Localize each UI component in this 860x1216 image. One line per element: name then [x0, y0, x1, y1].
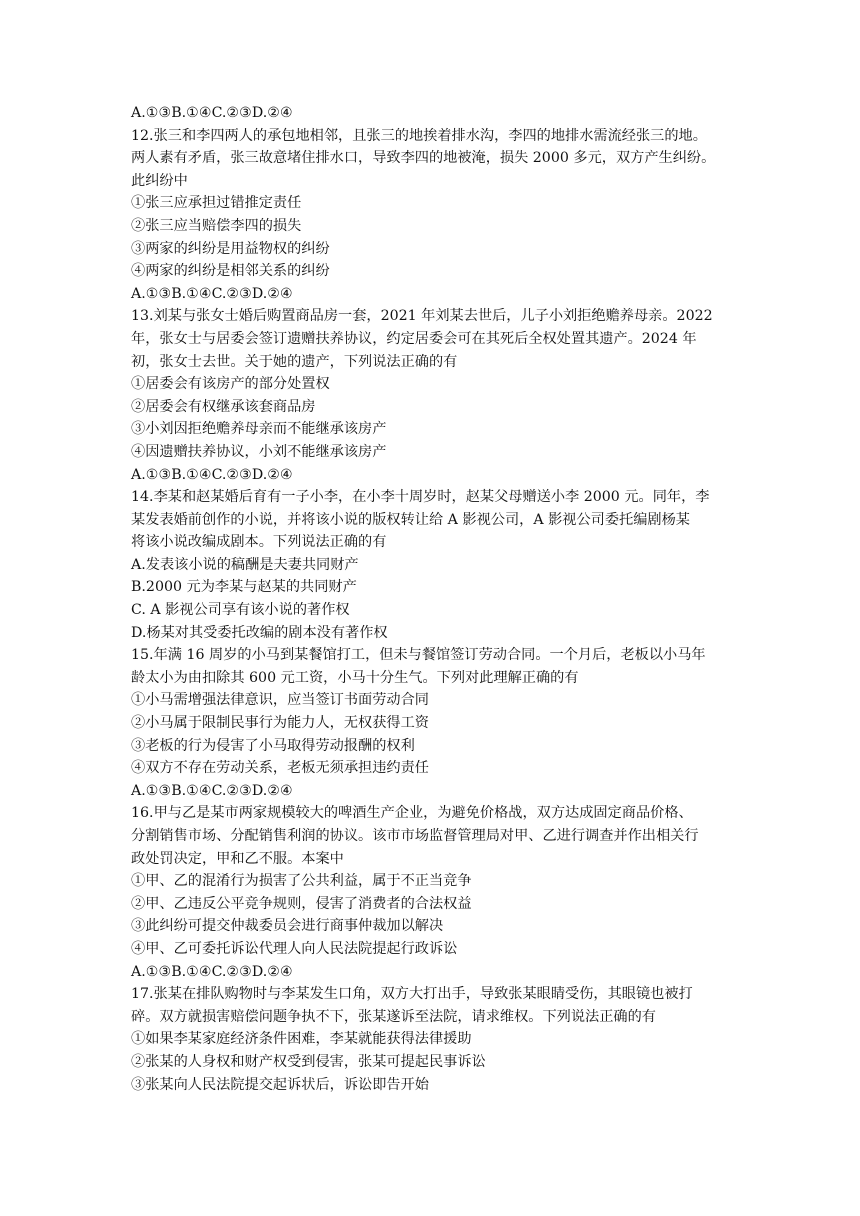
question-block [131, 644, 731, 802]
text-line: ②小马属于限制民事行为能力人，无权获得工资 [131, 715, 429, 732]
text-line: A.①③B.①④C.②③D.②④ [131, 285, 293, 302]
text-line: ②张某的人身权和财产权受到侵害，张某可提起民事诉讼 [131, 1053, 486, 1070]
text-line: 此纠纷中 [131, 172, 188, 189]
text-line: A.①③B.①④C.②③D.②④ [131, 963, 293, 980]
text-line: 分割销售市场、分配销售利润的协议。该市市场监督管理局对甲、乙进行调查并作出相关行 [131, 828, 699, 844]
text-line: ③张某向人民法院提交起诉状后，诉讼即告开始 [131, 1076, 429, 1093]
text-line: B.2000 元为李某与赵某的共同财产 [131, 579, 357, 596]
text-line: A.①③B.①④C.②③D.②④ [131, 105, 293, 121]
question-block [131, 486, 731, 644]
text-line: 某发表婚前创作的小说，并将该小说的版权转让给 A 影视公司，A 影视公司委托编剧杨某 [131, 511, 690, 528]
text-line: 两人素有矛盾，张三故意堵住排水口，导致李四的地被淹，损失 2000 多元，双方产生纠纷。 [131, 150, 716, 167]
text-line: 12.张三和李四两人的承包地相邻，且张三的地挨着排水沟，李四的地排水需流经张三的地。 [131, 127, 707, 144]
text-line: ①甲、乙的混淆行为损害了公共利益，属于不正当竞争 [131, 873, 472, 890]
text-line: ④甲、乙可委托诉讼代理人向人民法院提起行政诉讼 [131, 940, 458, 957]
text-line: 政处罚决定，甲和乙不服。本案中 [131, 850, 344, 867]
text-line: ②居委会有权继承该套商品房 [131, 398, 316, 415]
text-line: D.杨某对其受委托改编的剧本没有著作权 [131, 624, 388, 641]
text-line: ③老板的行为侵害了小马取得劳动报酬的权利 [131, 737, 415, 754]
text-line: C. A 影视公司享有该小说的著作权 [131, 602, 350, 619]
text-line: ③小刘因拒绝赡养母亲而不能继承该房产 [131, 421, 387, 438]
question-block [131, 802, 731, 983]
text-line: ④两家的纠纷是相邻关系的纠纷 [131, 263, 330, 280]
answer-choices [131, 102, 731, 125]
text-line: ④双方不存在劳动关系，老板无须承担违约责任 [131, 760, 429, 777]
text-line: 14.李某和赵某婚后育有一子小李，在小李十周岁时，赵某父母赠送小李 2000 元。同年，李 [131, 489, 710, 506]
text-line: ①如果李某家庭经济条件困难，李某就能获得法律援助 [131, 1031, 472, 1048]
text-line: 将该小说改编成剧本。下列说法正确的有 [131, 534, 387, 551]
text-line: 年，张女士与居委会签订遗赠扶养协议，约定居委会可在其死后全权处置其遗产。2024 年 [131, 330, 697, 347]
text-line: ②张三应当赔偿李四的损失 [131, 217, 302, 234]
text-line: 13.刘某与张女士婚后购置商品房一套，2021 年刘某去世后，儿子小刘拒绝赡养母亲。2022 [131, 308, 713, 325]
question-block [131, 125, 731, 306]
text-line: ③两家的纠纷是用益物权的纠纷 [131, 240, 330, 257]
document-page [131, 102, 731, 1096]
text-line: A.①③B.①④C.②③D.②④ [131, 466, 293, 483]
text-line: ①小马需增强法律意识，应当签订书面劳动合同 [131, 692, 429, 709]
text-line: ④因遗赠扶养协议，小刘不能继承该房产 [131, 443, 387, 460]
text-line: 龄太小为由扣除其 600 元工资，小马十分生气。下列对此理解正确的有 [131, 669, 579, 686]
text-line: 17.张某在排队购物时与李某发生口角，双方大打出手，导致张某眼睛受伤，其眼镜也被打 [131, 986, 693, 1003]
question-block [131, 305, 731, 486]
text-line: 碎。双方就损害赔偿问题争执不下，张某遂诉至法院，请求维权。下列说法正确的有 [131, 1008, 656, 1025]
text-line: ①张三应承担过错推定责任 [131, 195, 302, 212]
text-line: 16.甲与乙是某市两家规模较大的啤酒生产企业，为避免价格战，双方达成固定商品价格、 [131, 805, 693, 822]
text-line: A.发表该小说的稿酬是夫妻共同财产 [131, 556, 359, 573]
text-line: 15.年满 16 周岁的小马到某餐馆打工，但未与餐馆签订劳动合同。一个月后，老板以小马年 [131, 647, 706, 664]
text-line: ③此纠纷可提交仲裁委员会进行商事仲裁加以解决 [131, 918, 444, 935]
text-line: 初，张女士去世。关于她的遗产，下列说法正确的有 [131, 353, 458, 370]
text-line: ①居委会有该房产的部分处置权 [131, 376, 330, 393]
question-block [131, 983, 731, 1096]
text-line: ②甲、乙违反公平竞争规则，侵害了消费者的合法权益 [131, 895, 472, 912]
text-line: A.①③B.①④C.②③D.②④ [131, 782, 293, 799]
